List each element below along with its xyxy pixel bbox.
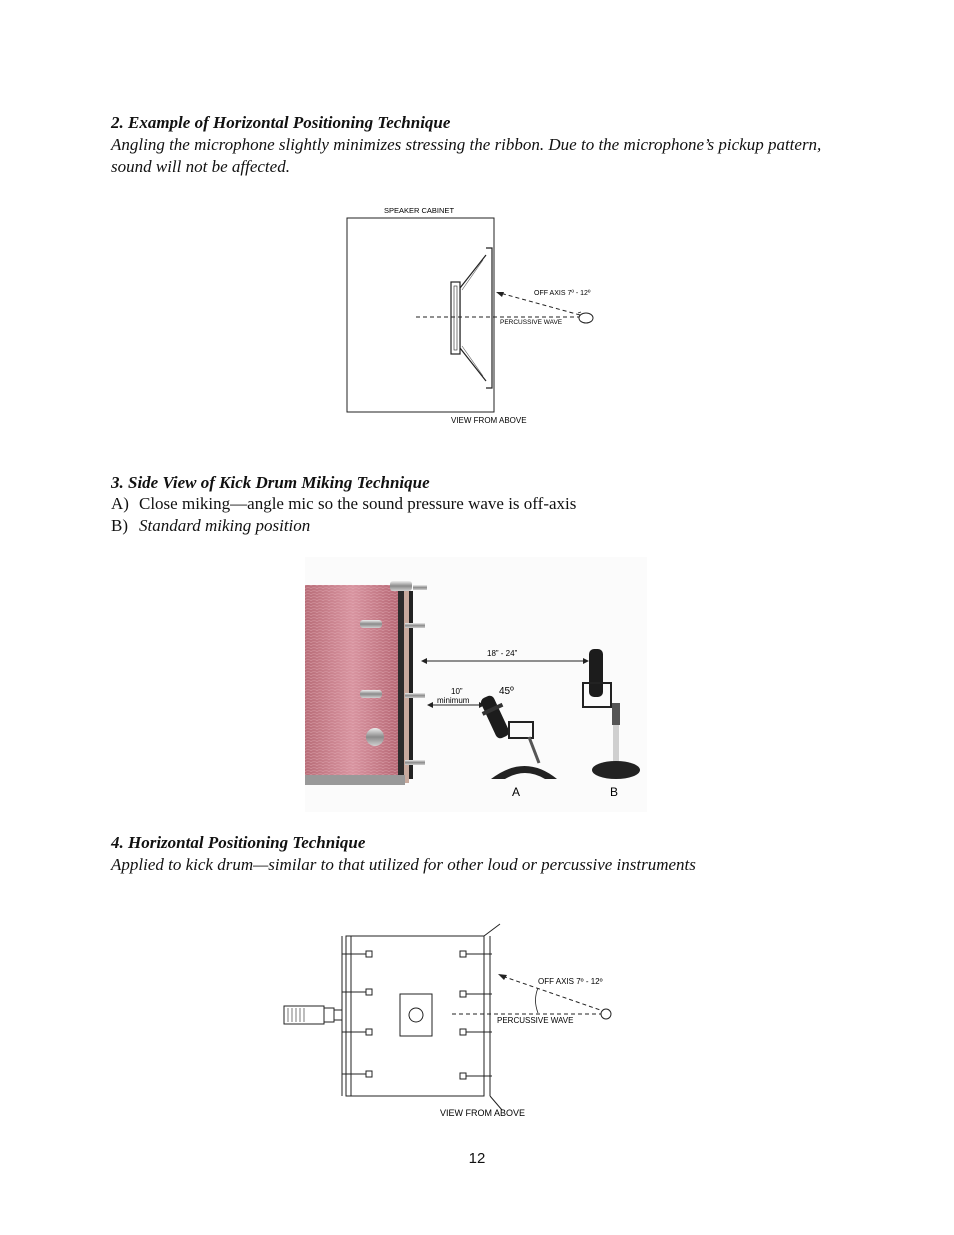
drum-hoop xyxy=(398,589,404,781)
label-a: A xyxy=(512,785,521,799)
list-item-a-text: Close miking—angle mic so the sound pressure wave is off-axis xyxy=(139,494,577,513)
arrow-icon xyxy=(498,974,507,980)
section-2-title: 2. Example of Horizontal Positioning Technique xyxy=(111,113,451,132)
view-from-above-label: VIEW FROM ABOVE xyxy=(451,416,527,425)
percussive-wave-label: PERCUSSIVE WAVE xyxy=(500,319,563,326)
view-from-above-label: VIEW FROM ABOVE xyxy=(440,1108,526,1118)
distance-label-18-24: 18” - 24” xyxy=(487,649,518,658)
list-item-b-text: Standard miking position xyxy=(139,516,311,535)
microphone-icon xyxy=(284,1006,342,1024)
section-3-title: 3. Side View of Kick Drum Miking Technique xyxy=(111,473,430,492)
page-number: 12 xyxy=(468,1150,486,1167)
speaker-cabinet-label: SPEAKER CABINET xyxy=(384,206,455,215)
kick-drum-top-view-diagram xyxy=(280,918,630,1123)
list-item-b-letter: B) xyxy=(111,516,128,535)
section-2-body: Angling the microphone slightly minimizes stressing the ribbon. Due to the microphone’s pickup pattern, sound will not be affected. xyxy=(111,135,822,176)
section-4-title: 4. Horizontal Positioning Technique xyxy=(111,833,366,852)
percussive-wave-label: PERCUSSIVE WAVE xyxy=(497,1016,574,1025)
angle-label-45: 45º xyxy=(499,686,514,697)
microphone-icon xyxy=(579,313,593,323)
off-axis-label: OFF AXIS 7º - 12º xyxy=(534,290,591,297)
list-item-a xyxy=(111,494,576,514)
speaker-magnet xyxy=(451,282,460,354)
drum-port-hole xyxy=(409,1008,423,1022)
cabinet-outline xyxy=(347,218,494,412)
section-4-body: Applied to kick drum—similar to that utilized for other loud or percussive instruments xyxy=(111,855,696,874)
speaker-cabinet-diagram xyxy=(340,200,620,432)
arrow-icon xyxy=(496,292,504,297)
microphone-position-icon xyxy=(601,1009,611,1019)
baffle xyxy=(486,248,492,388)
list-item-a-letter: A) xyxy=(111,494,129,513)
min-label-minimum: minimum xyxy=(437,696,470,705)
kick-drum-side-view-photo xyxy=(305,557,647,812)
off-axis-label: OFF AXIS 7º - 12º xyxy=(538,977,603,986)
list-item-b xyxy=(111,516,310,536)
min-label-10: 10” xyxy=(451,687,463,696)
label-b: B xyxy=(610,785,619,799)
